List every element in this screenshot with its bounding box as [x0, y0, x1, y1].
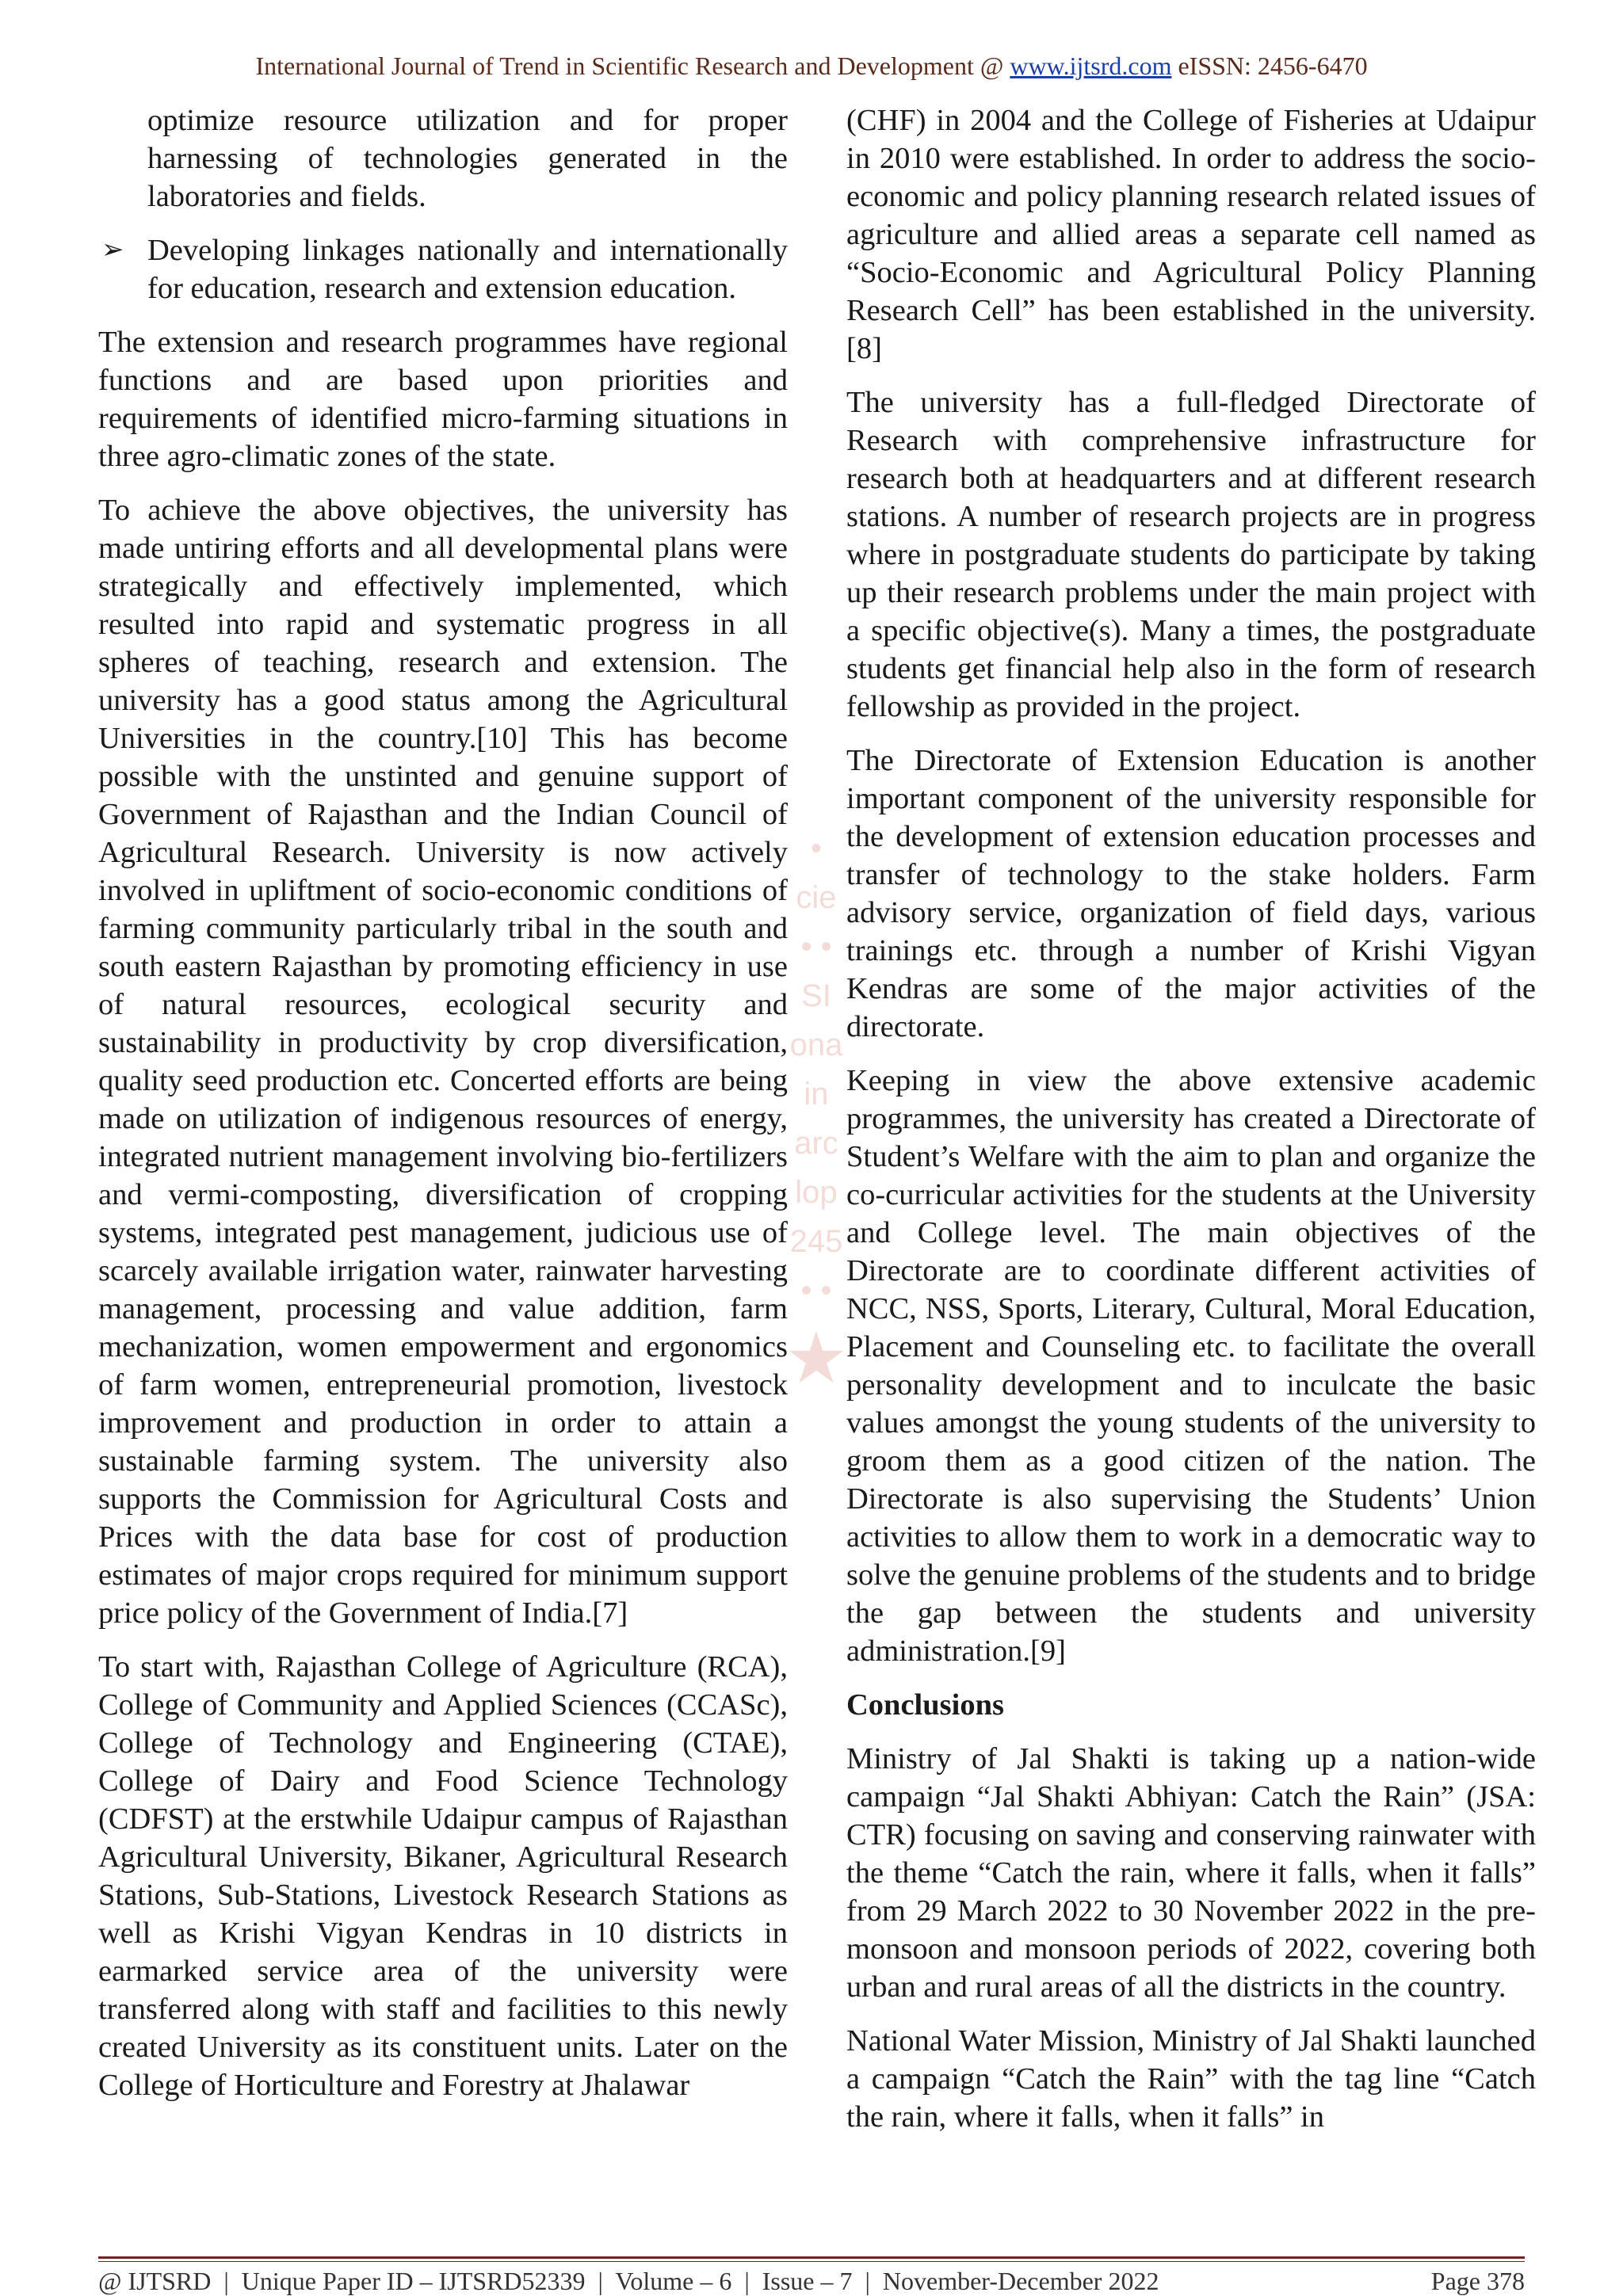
paragraph: (CHF) in 2004 and the College of Fisheries at Udaipur in 2010 were established. In order to address the socio-economic and policy planning research related issues of agriculture and allied areas a separate cell named as “Socio-Economic and Agricultural Policy Planning Research Cell” has been established in the university. [8]: [846, 104, 1536, 365]
right-column: [846, 101, 1536, 2152]
paragraph: To start with, Rajasthan College of Agriculture (RCA), College of Community and Applied Sciences (CCASc), College of Technology and Engineering (CTAE), College of Dairy and Food Science Technology (CDFST) at the erstwhile Udaipur campus of Rajasthan Agricultural University, Bikaner, Agricultural Research Stations, Sub-Stations, Livestock Research Stations as well as Krishi Vigyan Kendras in 10 districts in earmarked service area of the university were transferred along with staff and facilities to this newly created University as its constituent units. Later on the College of Horticulture and Forestry at Jhalawar: [98, 1650, 788, 2102]
journal-url-link[interactable]: www.ijtsrd.com: [1010, 51, 1172, 80]
paragraph: The Directorate of Extension Education is another important component of the university responsible for the development of extension education processes and transfer of technology to the stake holders. Farm advisory service, organization of field days, various trainings etc. through a number of Krishi Vigyan Kendras are some of the major activities of the directorate.: [846, 744, 1536, 1043]
arrow-bullet-icon: ➢: [101, 235, 124, 265]
paragraph: To achieve the above objectives, the university has made untiring efforts and all developmental plans were strategically and effectively implemented, which resulted into rapid and systematic progress in all spheres of teaching, research and extension. The university has a good status among the Agricultural Universities in the country.[10] This has become possible with the unstinted and genuine support of Government of Rajasthan and the Indian Council of Agricultural Research. University is now actively involved in upliftment of socio-economic conditions of farming community particularly tribal in the south and south eastern Rajasthan by promoting efficiency in use of natural resources, ecological security and sustainability in productivity by crop diversification, quality seed production etc. Concerted efforts are being made on utilization of indigenous resources of energy, integrated nutrient management involving bio-fertilizers and vermi-composting, diversification of cropping systems, integrated pest management, judicious use of scarcely available irrigation water, rainwater harvesting management, processing and value addition, farm mechanization, women empowerment and ergonomics of farm women, entrepreneurial promotion, livestock improvement and production in order to attain a sustainable farming system. The university also supports the Commission for Agricultural Costs and Prices with the data base for cost of production estimates of major crops required for minimum support price policy of the Government of India.[7]: [98, 494, 788, 1630]
left-column: [98, 101, 788, 2120]
paragraph: Ministry of Jal Shakti is taking up a nation-wide campaign “Jal Shakti Abhiyan: Catch the Rain” (JSA: CTR) focusing on saving and conserving rainwater with the theme “Catch the rain, where it falls, when it falls” from 29 March 2022 to 30 November 2022 in the pre-monsoon and monsoon periods of 2022, covering both urban and rural areas of all the districts in the country.: [846, 1742, 1536, 2004]
paragraph: The extension and research programmes have regional functions and are based upon priorities and requirements of identified micro-farming situations in three agro-climatic zones of the state.: [98, 326, 788, 473]
footer-divider-thin: [98, 2261, 1525, 2262]
page-footer: [98, 2266, 1525, 2296]
bullet-item: [98, 231, 788, 307]
paragraph: National Water Mission, Ministry of Jal Shakti launched a campaign “Catch the Rain” with the tag line “Catch the rain, where it falls, when it falls” in: [846, 2024, 1536, 2134]
header-suffix: eISSN: 2456-6470: [1171, 51, 1368, 80]
watermark-logo: • cie • • SI ona in arc lop 245 • • ★: [784, 831, 849, 1398]
footer-info: @ IJTSRD | Unique Paper ID – IJTSRD52339 | Volume – 6 | Issue – 7 | November-December 2022: [98, 2267, 1159, 2295]
header-prefix: International Journal of Trend in Scientific Research and Development @: [255, 51, 1010, 80]
continued-bullet-text: optimize resource utilization and for proper harnessing of technologies generated in the laboratories and fields.: [147, 104, 788, 213]
section-heading-conclusions: Conclusions: [846, 1688, 1004, 1722]
journal-header: [0, 49, 1623, 82]
page-number: Page 378: [1430, 2267, 1525, 2295]
footer-divider: [98, 2256, 1525, 2259]
paragraph: Keeping in view the above extensive academic programmes, the university has created a Directorate of Student’s Welfare with the aim to plan and organize the co-curricular activities for the students at the University and College level. The main objectives of the Directorate are to coordinate different activities of NCC, NSS, Sports, Literary, Cultural, Moral Education, Placement and Counseling etc. to facilitate the overall personality development and to inculcate the basic values amongst the young students of the university to groom them as a good citizen of the nation. The Directorate is also supervising the Students’ Union activities to allow them to work in a democratic way to solve the genuine problems of the students and to bridge the gap between the students and university administration.[9]: [846, 1064, 1536, 1668]
paragraph: The university has a full-fledged Directorate of Research with comprehensive infrastructure for research both at headquarters and at different research stations. A number of research projects are in progress where in postgraduate students do participate by taking up their research problems under the main project with a specific objective(s). Many a times, the postgraduate students get financial help also in the form of research fellowship as provided in the project.: [846, 386, 1536, 723]
bullet-text: Developing linkages nationally and internationally for education, research and extension education.: [147, 234, 788, 305]
